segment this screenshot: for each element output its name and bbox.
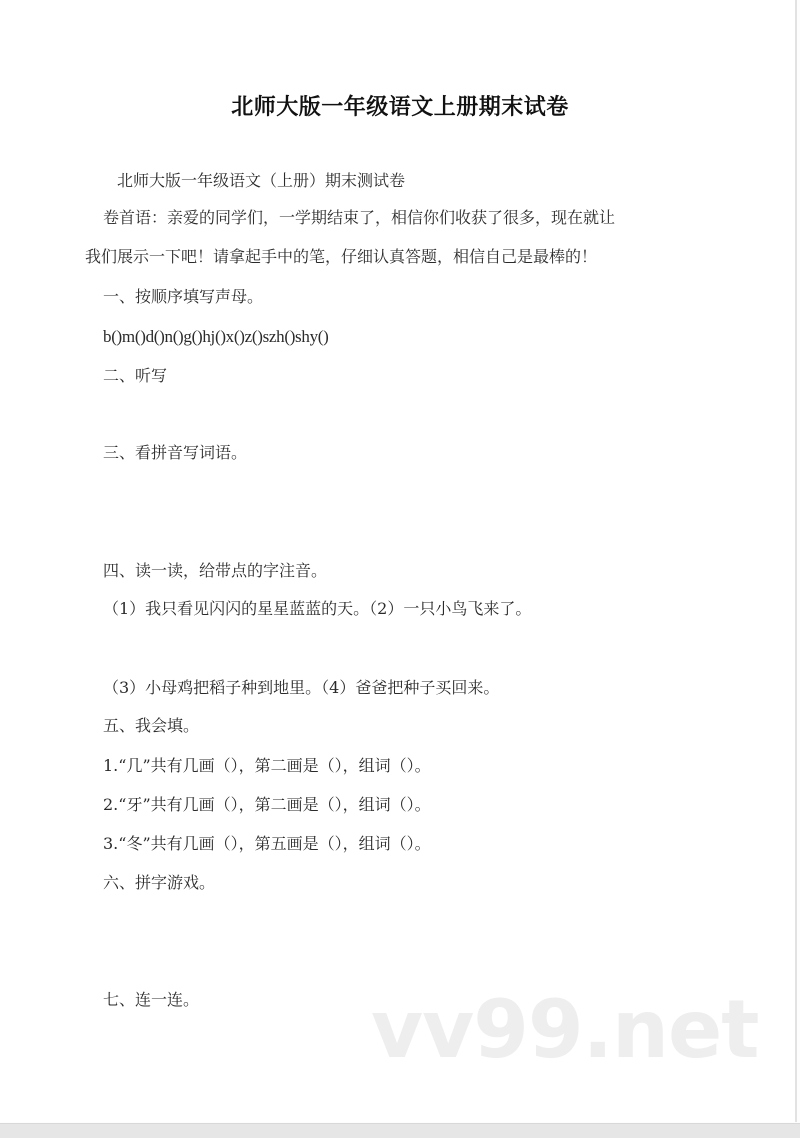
section-2-heading: 二、听写 <box>103 366 168 385</box>
section-4-item-1: （1）我只看见闪闪的星星蓝蓝的天。（2）一只小鸟飞来了。 <box>103 599 532 618</box>
page-bottom-edge <box>0 1123 800 1138</box>
section-3-heading: 三、看拼音写词语。 <box>103 443 248 462</box>
section-7-heading: 七、连一连。 <box>103 990 200 1009</box>
preface-line-2: 我们展示一下吧！请拿起手中的笔，仔细认真答题，相信自己是最棒的！ <box>85 247 598 266</box>
section-1-initials-blank: b()m()d()n()g()hj()x()z()szh()shy() <box>103 327 329 346</box>
watermark: vv99.net <box>371 983 759 1076</box>
document-title: 北师大版一年级语文上册期末试卷 <box>231 95 569 120</box>
section-4-heading: 四、读一读，给带点的字注音。 <box>103 561 328 580</box>
section-5-item-1: 1.“几”共有几画（），第二画是（），组词（）。 <box>103 756 431 775</box>
section-6-heading: 六、拼字游戏。 <box>103 873 216 892</box>
section-4-item-2: （3）小母鸡把稻子种到地里。（4）爸爸把种子买回来。 <box>103 678 500 697</box>
document-subtitle: 北师大版一年级语文（上册）期末测试卷 <box>117 171 406 190</box>
section-1-heading: 一、按顺序填写声母。 <box>103 287 264 306</box>
section-5-item-2: 2.“牙”共有几画（），第二画是（），组词（）。 <box>103 795 431 814</box>
section-5-item-3: 3.“冬”共有几画（），第五画是（），组词（）。 <box>103 834 431 853</box>
preface-line-1: 卷首语：亲爱的同学们，一学期结束了，相信你们收获了很多，现在就让 <box>103 208 616 227</box>
section-5-heading: 五、我会填。 <box>103 716 200 735</box>
